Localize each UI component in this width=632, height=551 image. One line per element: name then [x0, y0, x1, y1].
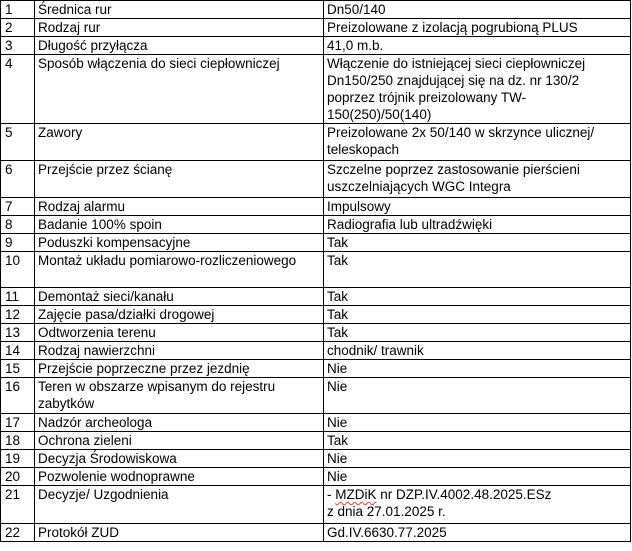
row-number: 18: [1, 432, 35, 450]
row-parameter: Poduszki kompensacyjne: [35, 234, 324, 252]
row-value-line: Nie: [327, 415, 348, 430]
row-parameter: Demontaż sieci/kanału: [35, 288, 324, 306]
row-value-line: Impulsowy: [327, 199, 391, 214]
row-value: [324, 216, 631, 234]
table-row: [1, 486, 631, 524]
row-parameter: Badanie 100% spoin: [35, 216, 324, 234]
row-value-line: Dn50/140: [327, 2, 386, 17]
table-row: [1, 161, 631, 198]
row-value-line: Tak: [327, 433, 349, 448]
row-value-line: z dnia 27.01.2025 r.: [327, 504, 446, 519]
row-value-line: Gd.IV.6630.77.2025: [327, 525, 447, 540]
table-row: [1, 524, 631, 542]
row-value-line: Tak: [327, 253, 349, 268]
row-value: [324, 432, 631, 450]
table-row: [1, 378, 631, 414]
table-row: [1, 37, 631, 55]
row-value-line: Tak: [327, 325, 349, 340]
row-number: 7: [1, 198, 35, 216]
table-row: [1, 216, 631, 234]
row-parameter: Pozwolenie wodnoprawne: [35, 468, 324, 486]
row-value-line: Nie: [327, 361, 348, 376]
row-parameter: Protokół ZUD: [35, 524, 324, 542]
row-value-line: Tak: [327, 235, 349, 250]
row-value: [324, 342, 631, 360]
row-number: 5: [1, 124, 35, 161]
table-row: [1, 234, 631, 252]
row-number: 8: [1, 216, 35, 234]
row-number: 14: [1, 342, 35, 360]
row-parameter: Długość przyłącza: [35, 37, 324, 55]
row-number: 2: [1, 19, 35, 37]
table-row: [1, 124, 631, 161]
row-value: [324, 234, 631, 252]
row-value: [324, 524, 631, 542]
row-parameter: Decyzja Środowiskowa: [35, 450, 324, 468]
row-parameter: Ochrona zieleni: [35, 432, 324, 450]
row-value-line: Tak: [327, 307, 349, 322]
row-value-line: Preizolowane z izolacją pogrubioną PLUS: [327, 20, 578, 35]
row-number: 9: [1, 234, 35, 252]
row-number: 22: [1, 524, 35, 542]
row-value: [324, 288, 631, 306]
row-parameter: Rodzaj alarmu: [35, 198, 324, 216]
row-value: [324, 486, 631, 524]
row-value: [324, 161, 631, 198]
row-value: [324, 414, 631, 432]
row-value-line: 41,0 m.b.: [327, 38, 384, 53]
table-row: [1, 55, 631, 124]
row-parameter: Średnica rur: [35, 1, 324, 19]
table-row: [1, 450, 631, 468]
row-parameter: Rodzaj rur: [35, 19, 324, 37]
row-value: [324, 198, 631, 216]
row-value: [324, 450, 631, 468]
row-value: [324, 378, 631, 414]
row-value: [324, 306, 631, 324]
row-value-line: Włączenie do istniejącej sieci ciepłowniczej Dn150/250 znajdującej się na dz. nr 130/2 poprzez trójnik preizolowany TW-150(250)/50(140): [327, 56, 586, 122]
row-value-line: Radiografia lub ultradźwięki: [327, 217, 493, 232]
row-number: 10: [1, 252, 35, 288]
row-parameter: Przejście poprzeczne przez jezdnię: [35, 360, 324, 378]
table-row: [1, 306, 631, 324]
row-number: 16: [1, 378, 35, 414]
row-parameter: Odtworzenia terenu: [35, 324, 324, 342]
row-value: [324, 252, 631, 288]
table-row: [1, 19, 631, 37]
table-row: [1, 1, 631, 19]
row-number: 19: [1, 450, 35, 468]
row-value: [324, 19, 631, 37]
table-row: [1, 468, 631, 486]
row-value: [324, 55, 631, 124]
row-value: [324, 468, 631, 486]
table-row: [1, 342, 631, 360]
table-row: [1, 414, 631, 432]
row-parameter: Montaż układu pomiarowo-rozliczeniowego: [35, 252, 324, 288]
row-value-line: Nie: [327, 451, 348, 466]
row-number: 1: [1, 1, 35, 19]
row-parameter: Przejście przez ścianę: [35, 161, 324, 198]
row-number: 20: [1, 468, 35, 486]
row-parameter: Zawory: [35, 124, 324, 161]
table-row: [1, 432, 631, 450]
row-value-line: chodnik/ trawnik: [327, 343, 424, 358]
row-value-line: - MZDiK nr DZP.IV.4002.48.2025.ESz: [327, 487, 552, 502]
row-parameter: Teren w obszarze wpisanym do rejestru zabytków: [35, 378, 324, 414]
row-value: [324, 324, 631, 342]
row-value: [324, 1, 631, 19]
row-parameter: Sposób włączenia do sieci ciepłowniczej: [35, 55, 324, 124]
row-value-line: Preizolowane 2x 50/140 w skrzynce ulicznej/ teleskopach: [327, 125, 595, 157]
row-value-line: Tak: [327, 289, 349, 304]
row-value-line: Szczelne poprzez zastosowanie pierścieni uszczelniających WGC Integra: [327, 162, 580, 194]
row-number: 12: [1, 306, 35, 324]
row-value: [324, 124, 631, 161]
table-row: [1, 288, 631, 306]
row-value-line: Nie: [327, 469, 348, 484]
row-number: 3: [1, 37, 35, 55]
row-number: 4: [1, 55, 35, 124]
row-value-line: Nie: [327, 379, 348, 394]
row-value: [324, 37, 631, 55]
table-row: [1, 324, 631, 342]
row-number: 17: [1, 414, 35, 432]
row-parameter: Zajęcie pasa/działki drogowej: [35, 306, 324, 324]
table-row: [1, 252, 631, 288]
row-parameter: Nadzór archeologa: [35, 414, 324, 432]
row-parameter: Rodzaj nawierzchni: [35, 342, 324, 360]
row-number: 6: [1, 161, 35, 198]
row-parameter: Decyzje/ Uzgodnienia: [35, 486, 324, 524]
row-number: 13: [1, 324, 35, 342]
row-number: 15: [1, 360, 35, 378]
table-row: [1, 360, 631, 378]
row-number: 11: [1, 288, 35, 306]
table-row: [1, 198, 631, 216]
row-value: [324, 360, 631, 378]
row-number: 21: [1, 486, 35, 524]
